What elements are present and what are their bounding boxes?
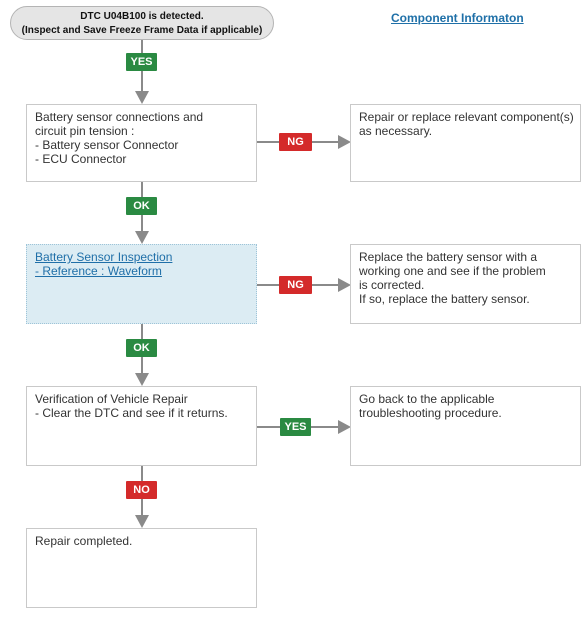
result-text: Replace the battery sensor with a [359, 250, 538, 264]
reference-waveform-link[interactable]: - Reference : Waveform [35, 264, 162, 278]
component-information-link[interactable]: Component Informaton [391, 11, 524, 25]
result-text: as necessary. [359, 124, 433, 138]
arrow-down [135, 515, 149, 528]
step-box-repair-completed [26, 528, 257, 608]
ng-badge: NG [279, 133, 312, 151]
result-text: troubleshooting procedure. [359, 406, 502, 420]
result-text: Repair or replace relevant component(s) [359, 110, 574, 124]
result-text: is corrected. [359, 278, 425, 292]
result-box-repair [350, 104, 581, 182]
ok-badge: OK [126, 197, 157, 215]
step-box-connections [26, 104, 257, 182]
arrow-down [135, 231, 149, 244]
result-text: working one and see if the problem [359, 264, 546, 278]
step-text: circuit pin tension : [35, 124, 135, 138]
ok-badge: OK [126, 339, 157, 357]
result-box-replace-sensor [350, 244, 581, 324]
step-text: Repair completed. [35, 534, 133, 548]
yes-badge: YES [126, 53, 157, 71]
result-text: If so, replace the battery sensor. [359, 292, 530, 306]
step-text: Battery sensor connections and [35, 110, 204, 124]
start-title: DTC U04B100 is detected. [80, 11, 204, 22]
result-box-go-back [350, 386, 581, 466]
step-box-battery-sensor-inspection [26, 244, 257, 324]
battery-sensor-inspection-link[interactable]: Battery Sensor Inspection [35, 250, 173, 264]
no-badge: NO [126, 481, 157, 499]
start-subtitle: (Inspect and Save Freeze Frame Data if applicable) [21, 25, 263, 36]
ng-badge: NG [279, 276, 312, 294]
arrow-down [135, 373, 149, 386]
yes-badge: YES [280, 418, 311, 436]
arrow-down [135, 91, 149, 104]
step-text: - Battery sensor Connector [35, 138, 179, 152]
result-text: Go back to the applicable [359, 392, 495, 406]
step-box-verification [26, 386, 257, 466]
step-text: - ECU Connector [35, 152, 127, 166]
start-node [10, 6, 274, 40]
step-text: Verification of Vehicle Repair [35, 392, 188, 406]
step-text: - Clear the DTC and see if it returns. [35, 406, 228, 420]
